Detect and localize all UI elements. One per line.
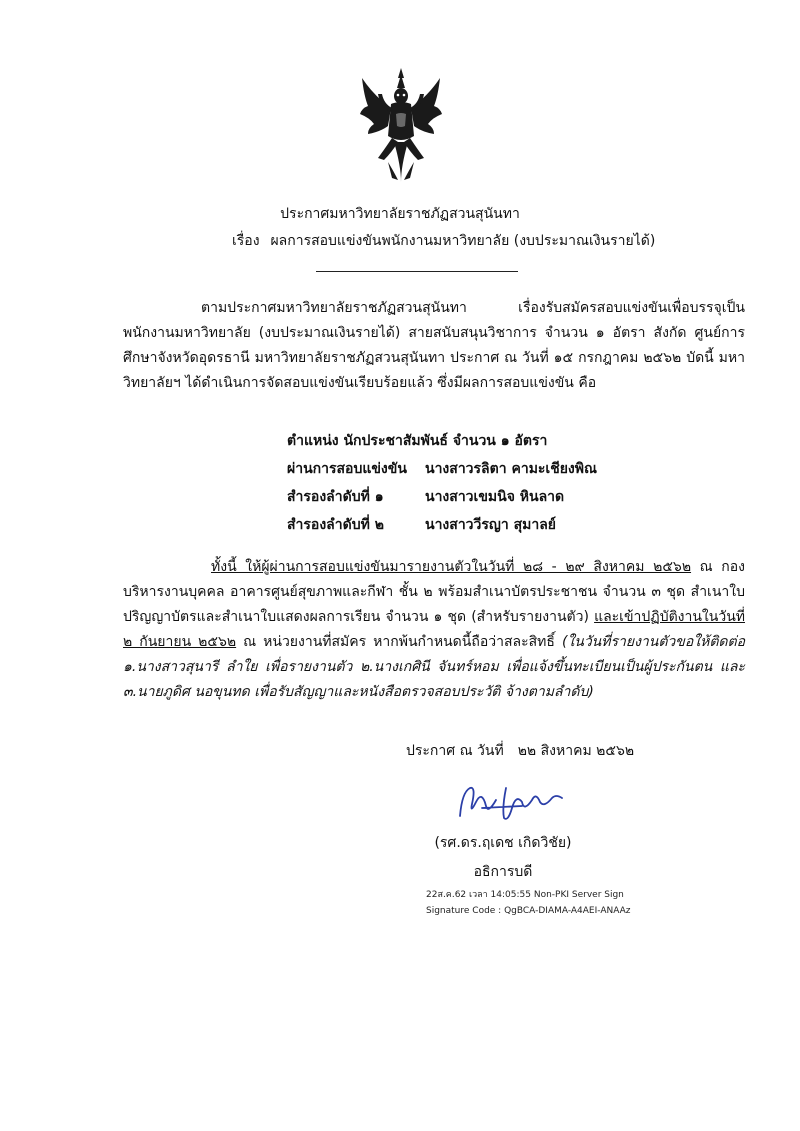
result-label: ผ่านการสอบแข่งขัน xyxy=(287,461,407,477)
subject-line xyxy=(232,230,655,252)
esign-signature-code: Signature Code : QgBCA-DIAMA-A4AEI-ANAAz xyxy=(426,906,631,916)
signer-position: อธิการบดี xyxy=(473,864,533,880)
garuda-emblem-icon xyxy=(358,66,444,184)
signer-name: (รศ.ดร.ฤเดช เกิดวิชัย) xyxy=(434,835,572,851)
esign-timestamp: 22ส.ค.62 เวลา 14:05:55 Non-PKI Server Sign xyxy=(426,890,624,900)
paragraph-intro-text: ตามประกาศมหาวิทยาลัยราชภัฏสวนสุนันทา เรื่องรับสมัครสอบแข่งขันเพื่อบรรจุเป็นพนักงานมหาวิทยาลัย (งบประมาณเงินรายได้) สายสนับสนุนวิชาการ จำนวน ๑ อัตรา สังกัด ศูนย์การศึกษาจังหวัดอุดรธานี มหาวิทยาลัยราชภัฏสวนสุนันทา ประกาศ ณ วันที่ ๑๕ กรกฎาคม ๒๕๖๒ บัดนี้ มหาวิทยาลัยฯ ได้ดำเนินการจัดสอบแข่งขันเรียบร้อยแล้ว ซึ่งมีผลการสอบแข่งขัน คือ xyxy=(123,300,745,391)
results-position: ตำแหน่ง นักประชาสัมพันธ์ จำนวน ๑ อัตรา xyxy=(287,433,548,449)
result-name: นางสาววีรญา สุมาลย์ xyxy=(425,517,556,533)
announce-date-line xyxy=(406,740,634,762)
document-title: ประกาศมหาวิทยาลัยราชภัฏสวนสุนันทา xyxy=(280,206,520,222)
subject-text: ผลการสอบแข่งขันพนักงานมหาวิทยาลัย (งบประมาณเงินรายได้) xyxy=(270,233,656,249)
handwritten-signature xyxy=(452,778,572,828)
announce-prefix: ประกาศ ณ วันที่ xyxy=(406,743,504,759)
result-name: นางสาวรลิตา คามะเชียงพิณ xyxy=(425,461,597,477)
announce-date: ๒๒ สิงหาคม ๒๕๖๒ xyxy=(517,743,635,759)
result-label: สำรองลำดับที่ ๑ xyxy=(287,489,384,505)
result-name: นางสาวเขมนิจ หินลาด xyxy=(425,489,565,505)
result-label: สำรองลำดับที่ ๒ xyxy=(287,517,384,533)
result-row xyxy=(287,511,597,539)
report-location-text: ณ กองบริหารงานบุคคล อาคารศูนย์สุขภาพและกีฬา ชั้น ๒ พร้อมสำเนาบัตรประชาชน จำนวน ๓ ชุด สำเนาใบปริญญาบัตรและสำเนาใบแสดงผลการเรียน จำนวน ๑ ชุด (สำหรับรายงานตัว) xyxy=(123,559,745,625)
report-date-underlined: ทั้งนี้ ให้ผู้ผ่านการสอบแข่งขันมารายงานตัวในวันที่ ๒๘ - ๒๙ สิงหาคม ๒๕๖๒ xyxy=(211,559,692,575)
result-row xyxy=(287,455,597,483)
start-date-underlined: และเข้าปฏิบัติงานในวันที่ ๒ กันยายน ๒๕๖๒ xyxy=(123,609,745,650)
results-block xyxy=(287,427,597,539)
title-divider xyxy=(316,271,518,272)
result-row xyxy=(287,483,597,511)
contact-note-italic: (ในวันที่รายงานตัวขอให้ติดต่อ ๑.นางสาวสุนารี ลำใย เพื่อรายงานตัว ๒.นางเกศินี จันทร์หอม เพื่อแจ้งขึ้นทะเบียนเป็นผู้ประกันตน และ ๓.นายภูดิศ นอขุนทด เพื่อรับสัญญาและหนังสือตรวจสอบประวัติ จ้างตามลำดับ) xyxy=(123,634,746,700)
subject-label: เรื่อง xyxy=(232,233,260,249)
paragraph-intro xyxy=(123,296,745,396)
paragraph-instructions xyxy=(123,555,745,705)
forfeit-text: ณ หน่วยงานที่สมัคร หากพ้นกำหนดนี้ถือว่าสละสิทธิ์ xyxy=(236,634,562,650)
